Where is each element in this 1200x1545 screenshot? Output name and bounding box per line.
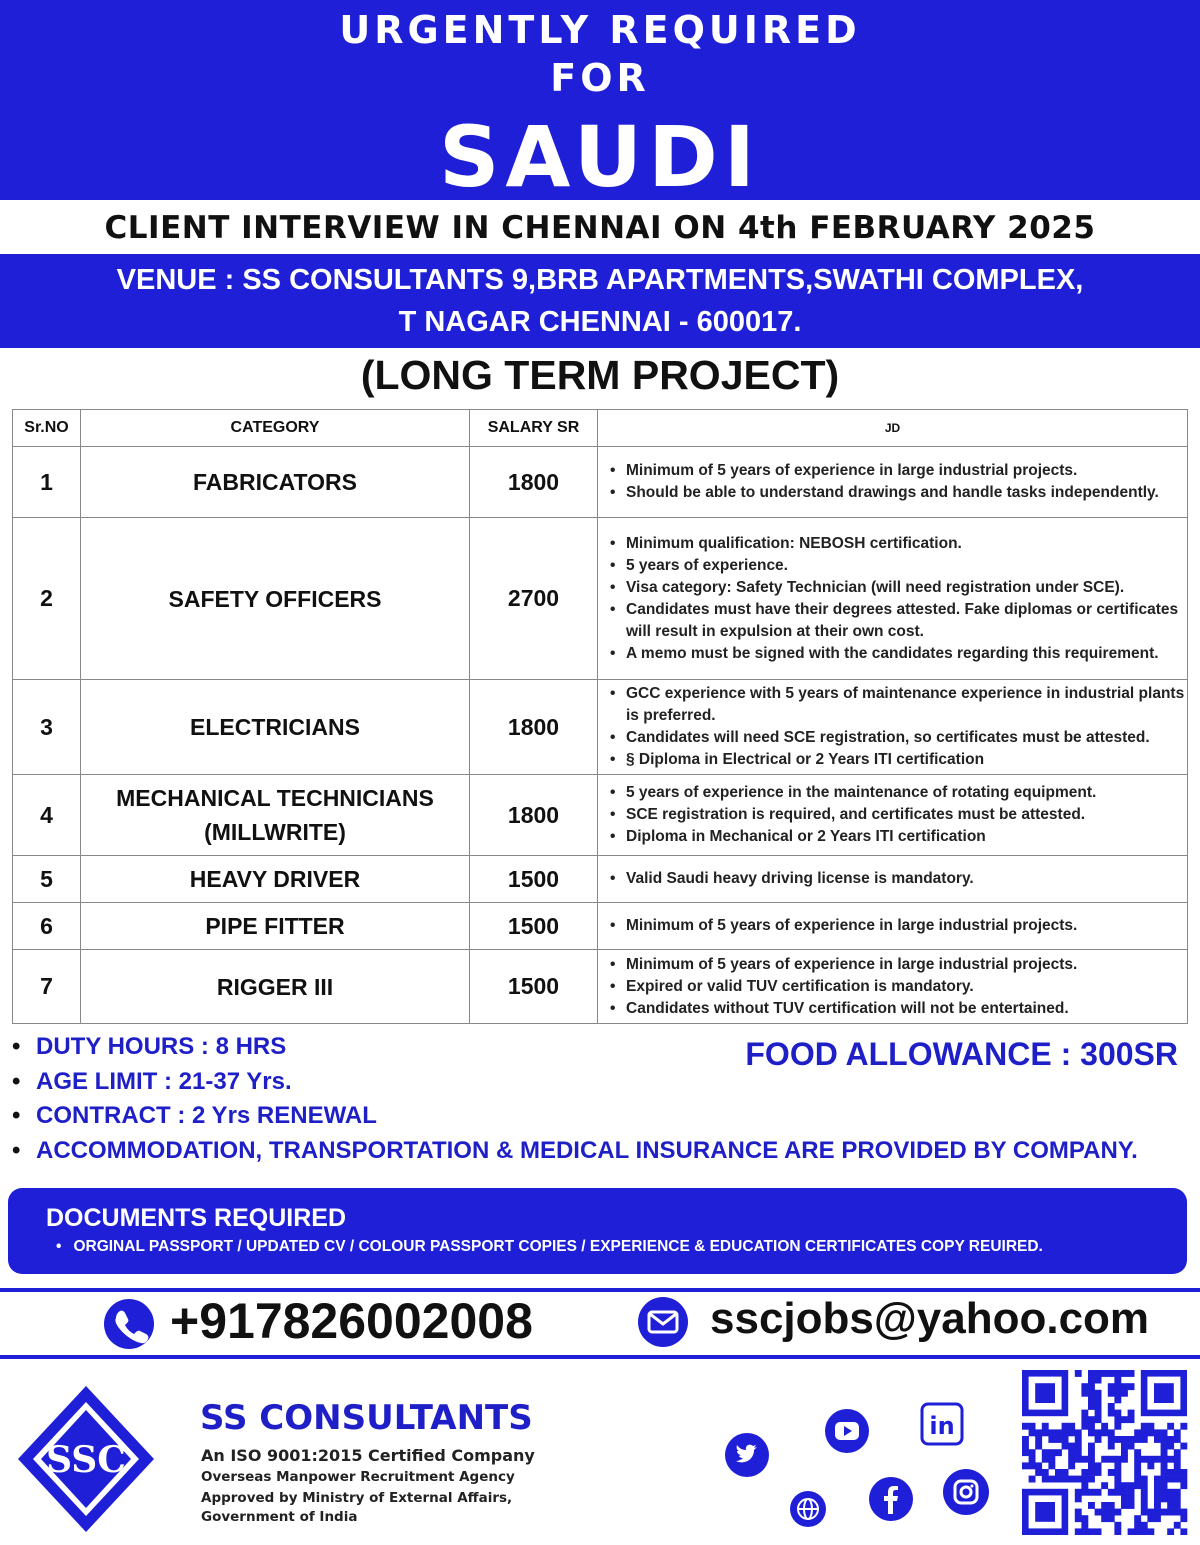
row-salary: 1800	[470, 775, 598, 856]
row-number: 6	[13, 903, 81, 950]
row-category: ELECTRICIANS	[81, 680, 470, 775]
company-tagline-iso: An ISO 9001:2015 Certified Company	[201, 1446, 535, 1465]
jobs-table	[12, 409, 1188, 1024]
row-number: 3	[13, 680, 81, 775]
table-row	[13, 775, 1188, 856]
jd-item: • Candidates without TUV certification will not be entertained.	[626, 998, 1187, 1020]
row-jd	[598, 447, 1188, 518]
row-number: 5	[13, 856, 81, 903]
row-category: RIGGER III	[81, 950, 470, 1024]
phone-link[interactable]: +917826002008	[170, 1293, 533, 1349]
row-jd	[598, 950, 1188, 1024]
header-banner	[0, 0, 1200, 206]
row-category: SAFETY OFFICERS	[81, 518, 470, 680]
venue-line-2: T NAGAR CHENNAI - 600017.	[398, 306, 802, 338]
project-type: (LONG TERM PROJECT)	[360, 352, 840, 398]
row-salary: 1500	[470, 856, 598, 903]
facebook-icon[interactable]	[868, 1476, 914, 1527]
row-category: PIPE FITTER	[81, 903, 470, 950]
header-salary: SALARY SR	[470, 410, 598, 447]
company-tagline-agency: Overseas Manpower Recruitment Agency	[201, 1469, 515, 1485]
age-limit: • AGE LIMIT : 21-37 Yrs.	[12, 1065, 1138, 1100]
company-tagline-government: Government of India	[201, 1509, 358, 1525]
header-line-1: URGENTLY REQUIRED	[339, 8, 861, 52]
table-row	[13, 447, 1188, 518]
jd-item: • § Diploma in Electrical or 2 Years ITI certification	[626, 749, 1187, 771]
header-category: CATEGORY	[81, 410, 470, 447]
jd-item: • Expired or valid TUV certification is mandatory.	[626, 976, 1187, 998]
row-category-line-2: (MILLWRITE)	[204, 819, 346, 845]
jd-item: • Valid Saudi heavy driving license is mandatory.	[626, 868, 1187, 890]
jd-item: • A memo must be signed with the candidates regarding this requirement.	[626, 643, 1187, 665]
globe-icon[interactable]	[789, 1490, 827, 1533]
jd-item: • GCC experience with 5 years of maintenance experience in industrial plants is preferred.	[626, 683, 1187, 727]
documents-box	[8, 1188, 1187, 1274]
table-row	[13, 903, 1188, 950]
jd-item: • SCE registration is required, and certificates must be attested.	[626, 804, 1187, 826]
row-jd	[598, 680, 1188, 775]
documents-title: DOCUMENTS REQUIRED	[46, 1204, 347, 1232]
youtube-icon[interactable]	[824, 1408, 870, 1459]
jd-item: • Minimum of 5 years of experience in large industrial projects.	[626, 954, 1187, 976]
instagram-icon[interactable]	[942, 1468, 990, 1521]
jd-item: • Candidates must have their degrees attested. Fake diplomas or certificates will result in expulsion at their own cost.	[626, 599, 1187, 643]
table-row	[13, 518, 1188, 680]
divider	[0, 1355, 1200, 1359]
qr-code[interactable]	[1022, 1370, 1190, 1535]
row-salary: 1500	[470, 950, 598, 1024]
row-jd	[598, 903, 1188, 950]
venue-line-1: VENUE : SS CONSULTANTS 9,BRB APARTMENTS,SWATHI COMPLEX,	[116, 264, 1084, 296]
jd-item: • Diploma in Mechanical or 2 Years ITI certification	[626, 826, 1187, 848]
row-salary: 1500	[470, 903, 598, 950]
jd-item: • Minimum of 5 years of experience in large industrial projects.	[626, 915, 1187, 937]
linkedin-label: in	[929, 1412, 955, 1440]
row-jd	[598, 518, 1188, 680]
row-number: 2	[13, 518, 81, 680]
row-number: 1	[13, 447, 81, 518]
header-line-2: FOR	[550, 56, 650, 100]
svg-text:SSC: SSC	[46, 1439, 126, 1481]
jd-item: • 5 years of experience.	[626, 555, 1187, 577]
jd-item: • 5 years of experience in the maintenance of rotating equipment.	[626, 782, 1187, 804]
header-jd: JD	[598, 410, 1188, 447]
row-salary: 2700	[470, 518, 598, 680]
table-header-row	[13, 410, 1188, 447]
email-link[interactable]: sscjobs@yahoo.com	[710, 1294, 1150, 1343]
company-name: SS CONSULTANTS	[200, 1398, 533, 1438]
jd-item: • Visa category: Safety Technician (will need registration under SCE).	[626, 577, 1187, 599]
header-srno: Sr.NO	[13, 410, 81, 447]
table-row	[13, 680, 1188, 775]
documents-detail: • ORGINAL PASSPORT / UPDATED CV / COLOUR PASSPORT COPIES / EXPERIENCE & EDUCATION CERTIFICATES COPY REUIRED.	[56, 1238, 1043, 1256]
benefits: • ACCOMMODATION, TRANSPORTATION & MEDICAL INSURANCE ARE PROVIDED BY COMPANY.	[12, 1134, 1138, 1169]
row-category	[81, 775, 470, 856]
mail-icon	[638, 1297, 688, 1347]
row-category-line-1: MECHANICAL TECHNICIANS	[116, 785, 434, 811]
jd-item: • Candidates will need SCE registration, so certificates must be attested.	[626, 727, 1187, 749]
row-number: 4	[13, 775, 81, 856]
ssc-logo	[12, 1380, 160, 1538]
jd-item: • Minimum qualification: NEBOSH certification.	[626, 533, 1187, 555]
row-salary: 1800	[470, 680, 598, 775]
row-jd	[598, 856, 1188, 903]
company-tagline-approval: Approved by Ministry of External Affairs,	[201, 1490, 513, 1506]
linkedin-icon[interactable]	[920, 1402, 964, 1451]
table-row	[13, 856, 1188, 903]
row-salary: 1800	[470, 447, 598, 518]
jd-item: • Should be able to understand drawings and handle tasks independently.	[626, 482, 1187, 504]
twitter-icon[interactable]	[724, 1432, 770, 1483]
row-category: HEAVY DRIVER	[81, 856, 470, 903]
duty-hours: • DUTY HOURS : 8 HRS	[12, 1030, 1138, 1065]
row-category: FABRICATORS	[81, 447, 470, 518]
row-number: 7	[13, 950, 81, 1024]
interview-date: CLIENT INTERVIEW IN CHENNAI ON 4th FEBRUARY 2025	[104, 210, 1096, 246]
phone-icon	[104, 1299, 154, 1349]
venue-banner	[0, 254, 1200, 348]
food-allowance: FOOD ALLOWANCE : 300SR	[745, 1036, 1178, 1072]
contract: • CONTRACT : 2 Yrs RENEWAL	[12, 1099, 1138, 1134]
header-country: SAUDI	[438, 108, 762, 206]
table-row	[13, 950, 1188, 1024]
jd-item: • Minimum of 5 years of experience in large industrial projects.	[626, 460, 1187, 482]
row-jd	[598, 775, 1188, 856]
